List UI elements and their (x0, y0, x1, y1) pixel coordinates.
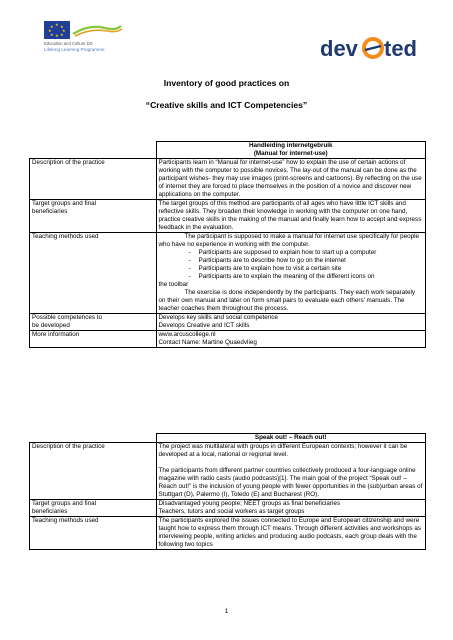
row-label: Description of the practice (30, 159, 157, 200)
list-item: - Participants are to describe how to go on the internet (188, 257, 346, 264)
table-row (30, 233, 426, 314)
more-info-contact: Contact Name: Martine Quaedvlieg (158, 339, 257, 346)
eu-programme-label: Lifelong Learning Programme (44, 47, 105, 52)
devoted-logo-text-start: dev (320, 36, 358, 61)
methods-intro: The participant is supposed to make a manual for internet use specifically for people who have no experience in working with the computer. (158, 233, 420, 248)
lifelong-learning-swoosh-icon (71, 23, 123, 37)
row-label: Description of the practice (30, 443, 157, 500)
devoted-logo (318, 30, 430, 64)
row-label: More information (30, 331, 157, 348)
target-cell: The target groups of this method are participants of all ages who have little ICT skills and reflective skills. They broaden their knowledge in working with the computer on one hand, practice creative skills in the making of the manual and finally learn how to accept and express feedback in the evaluation. (156, 200, 426, 233)
competences-cell: Develops key skills and social competence Develops Creative and ICT skills (156, 314, 426, 331)
more-info-cell (156, 331, 426, 348)
table-row (30, 142, 426, 159)
practice-title: Handleiding internetgebruik (248, 142, 333, 149)
row-label: Target groups and final beneficiaries (30, 200, 157, 233)
practice-subtitle: (Manual for internet-use) (253, 150, 328, 157)
table-row (30, 200, 426, 233)
practice-title: Speak out! – Reach out! (156, 434, 426, 443)
more-info-url: www.arcuscollege.nl (158, 331, 216, 338)
eu-flag-icon: ★ ★ ★ ★ ★ ★ ★ ★ (44, 21, 70, 39)
list-item: - Participants are to explain the meaning of the different icons on (188, 273, 375, 280)
document-title-line1: Inventory of good practices on (163, 78, 290, 88)
description-cell: The project was multilateral with groups in different European contexts; however it can be developed at a local, national or regional level. The participants from different partner countries collectively produced a four-language online magazine with radio casts (audio podcasts)[1]. The main goal of the project “Speak out! – Reach out!” is the inclusion of young people with fewer opportunities in the (sub)urban areas of Stuttgart (D), Palermo (I), Toledo (E) and Bucharest (RO). (156, 443, 426, 500)
methods-cell: The participants explored the issues connected to Europe and European citizenship and were taught how to express them through ICT means. Through different activities and workshops as interviewing people, writing articles and producing audio podcasts, each group deals with the following two topics (156, 517, 426, 550)
practice-table-2 (29, 433, 426, 550)
list-item: - Participants are supposed to explain how to start up a computer (188, 249, 377, 256)
table-row (30, 517, 426, 550)
table-row (30, 331, 426, 348)
methods-list-tail: the toolbar (158, 281, 189, 288)
row-label: Target groups and final beneficiaries (30, 500, 157, 517)
table-row (30, 500, 426, 517)
devoted-logo-bar-icon (365, 46, 381, 50)
row-label: Teaching methods used (30, 517, 157, 550)
eu-dg-label: Education and Culture DG (44, 41, 93, 46)
row-label: Possible competences to be developed (30, 314, 157, 331)
methods-outro: The exercise is done independently by the participants. They each work separately on their own manual and later on form small pairs to evaluate each others’ manuals. The teacher coaches them throughout the process. (158, 289, 416, 312)
table-row (30, 434, 426, 443)
page-number: 1 (224, 608, 229, 615)
table-row (30, 314, 426, 331)
description-cell: Participants learn in “Manual for internet-use” how to explain the use of certain actions of working with the computer to possible novices. The lay-out of the manual can be done as the participant wishes- they may use images (print-screens and cartoons). By reflecting on the use of internet they are forced to place themselves in the position of a novice and discover new applications on the computer. (156, 159, 426, 200)
devoted-logo-text-end: ted (384, 36, 417, 61)
table-row (30, 443, 426, 500)
methods-cell (156, 233, 426, 314)
table-row (30, 159, 426, 200)
document-title-line2: “Creative skills and ICT Competencies” (145, 100, 308, 110)
list-item: - Participants are to explain how to visit a certain site (188, 265, 342, 272)
practice-title-cell (156, 142, 426, 159)
practice-table-1 (29, 141, 426, 348)
lifelong-learning-logo (44, 21, 126, 55)
row-label: Teaching methods used (30, 233, 157, 314)
target-cell: Disadvantaged young people; NEET groups as final beneficiaries Teachers, tutors and social workers as target groups (156, 500, 426, 517)
